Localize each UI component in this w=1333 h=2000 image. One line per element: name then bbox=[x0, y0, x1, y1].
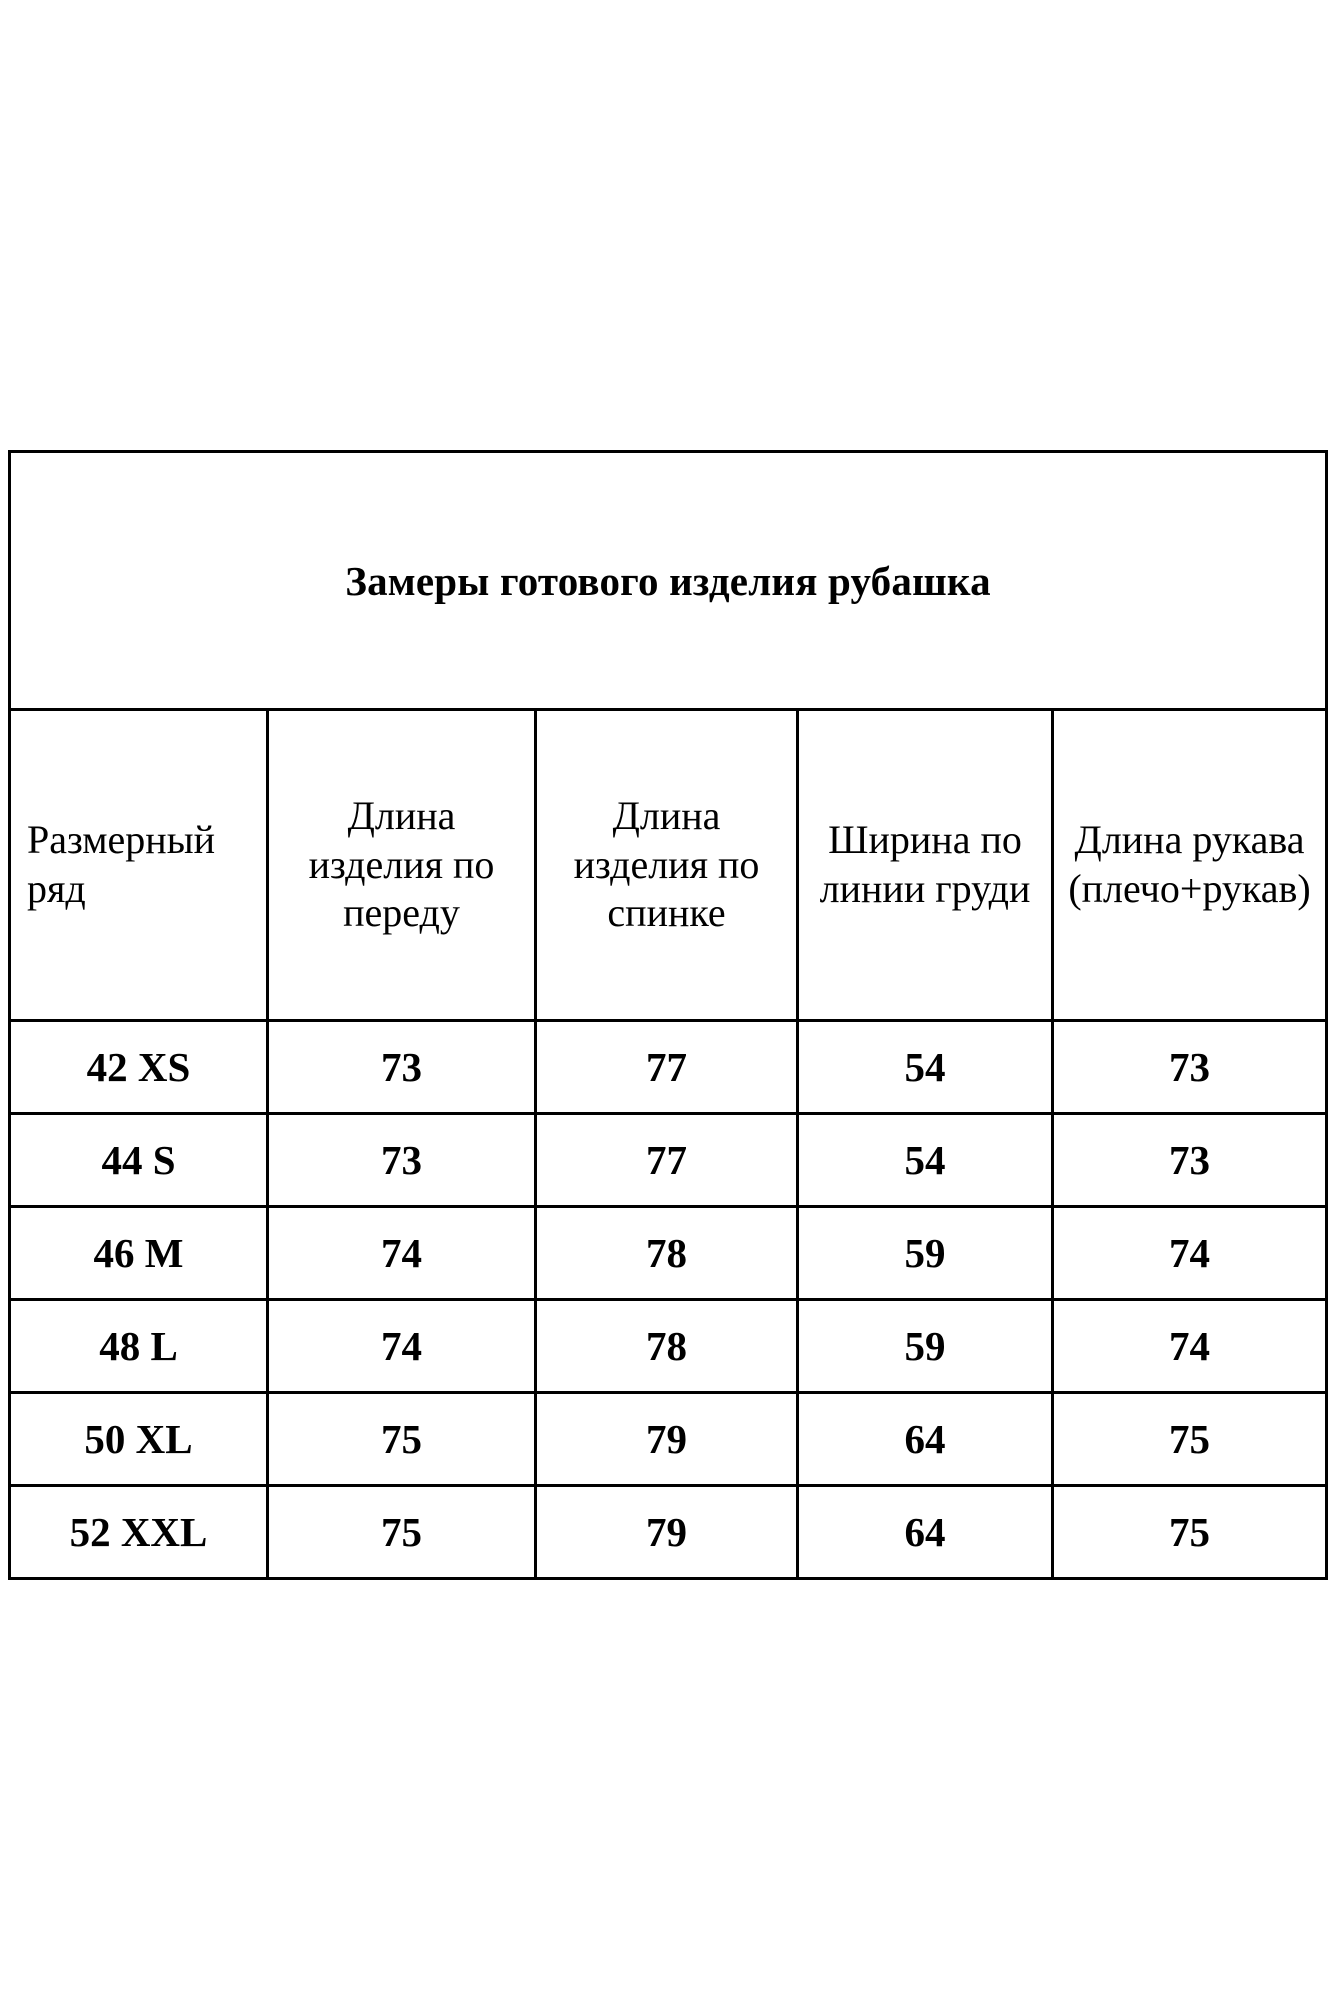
cell-size: 46 M bbox=[10, 1207, 268, 1300]
cell-back-length: 77 bbox=[536, 1114, 798, 1207]
cell-size: 52 XXL bbox=[10, 1486, 268, 1579]
column-header-chest-width: Ширина по линии груди bbox=[798, 710, 1053, 1021]
cell-sleeve-length: 75 bbox=[1053, 1486, 1327, 1579]
cell-size: 50 XL bbox=[10, 1393, 268, 1486]
cell-back-length: 78 bbox=[536, 1207, 798, 1300]
column-header-front-length: Длина изделия по переду bbox=[268, 710, 536, 1021]
cell-chest-width: 64 bbox=[798, 1393, 1053, 1486]
column-header-sleeve-length: Длина рукава (плечо+рукав) bbox=[1053, 710, 1327, 1021]
cell-back-length: 77 bbox=[536, 1021, 798, 1114]
cell-front-length: 74 bbox=[268, 1300, 536, 1393]
cell-size: 44 S bbox=[10, 1114, 268, 1207]
cell-sleeve-length: 74 bbox=[1053, 1207, 1327, 1300]
cell-size: 42 XS bbox=[10, 1021, 268, 1114]
cell-chest-width: 59 bbox=[798, 1207, 1053, 1300]
size-chart-table bbox=[8, 450, 1328, 1580]
table-row bbox=[10, 1021, 1327, 1114]
table-header-row bbox=[10, 710, 1327, 1021]
cell-back-length: 78 bbox=[536, 1300, 798, 1393]
cell-chest-width: 54 bbox=[798, 1114, 1053, 1207]
cell-sleeve-length: 73 bbox=[1053, 1021, 1327, 1114]
table-row bbox=[10, 1393, 1327, 1486]
table-title-row bbox=[10, 452, 1327, 710]
page-title: Замеры готового изделия рубашка bbox=[10, 452, 1327, 710]
cell-front-length: 74 bbox=[268, 1207, 536, 1300]
cell-sleeve-length: 75 bbox=[1053, 1393, 1327, 1486]
cell-sleeve-length: 74 bbox=[1053, 1300, 1327, 1393]
cell-sleeve-length: 73 bbox=[1053, 1114, 1327, 1207]
table-row bbox=[10, 1486, 1327, 1579]
table-row bbox=[10, 1207, 1327, 1300]
column-header-back-length: Длина изделия по спинке bbox=[536, 710, 798, 1021]
table-row bbox=[10, 1114, 1327, 1207]
cell-back-length: 79 bbox=[536, 1393, 798, 1486]
cell-size: 48 L bbox=[10, 1300, 268, 1393]
cell-front-length: 75 bbox=[268, 1393, 536, 1486]
cell-chest-width: 54 bbox=[798, 1021, 1053, 1114]
size-chart-container bbox=[8, 450, 1325, 1580]
table-row bbox=[10, 1300, 1327, 1393]
cell-chest-width: 59 bbox=[798, 1300, 1053, 1393]
cell-front-length: 73 bbox=[268, 1114, 536, 1207]
cell-back-length: 79 bbox=[536, 1486, 798, 1579]
cell-front-length: 75 bbox=[268, 1486, 536, 1579]
cell-front-length: 73 bbox=[268, 1021, 536, 1114]
cell-chest-width: 64 bbox=[798, 1486, 1053, 1579]
column-header-size: Размерный ряд bbox=[10, 710, 268, 1021]
